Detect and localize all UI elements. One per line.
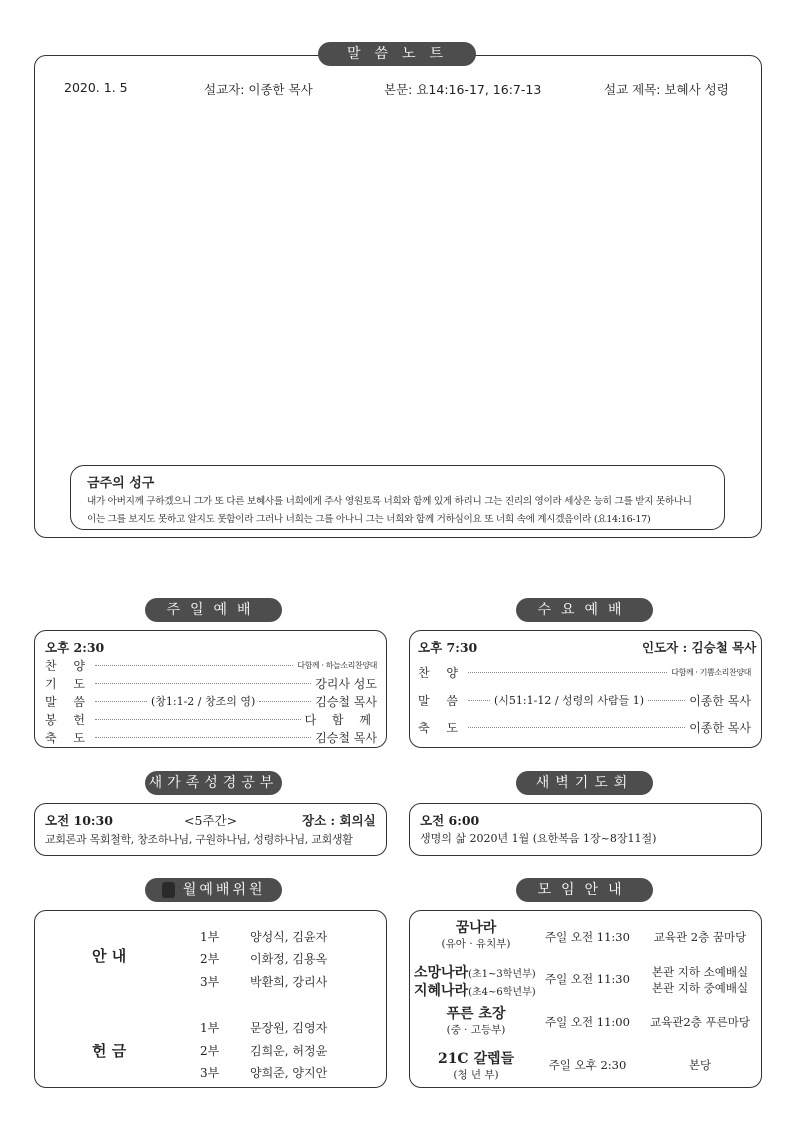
committee-part: 1부 (200, 1021, 220, 1035)
wednesday-row: 말 씀 (시51:1-12 / 성령의 사람들 1) 이종한 목사 (418, 693, 751, 708)
committee-part: 2부 (200, 1044, 220, 1058)
meeting-sub: (청 년 부) (453, 1069, 499, 1081)
dawn-prayer-text: 생명의 삶 2020년 1월 (요한복음 1장~8장11절) (420, 832, 657, 845)
committee-role: 안 내 (92, 947, 127, 965)
family-study-period: <5주간> (184, 813, 238, 828)
wednesday-row: 축 도 이종한 목사 (418, 720, 751, 735)
meeting-place: 본관 지하 소예배실 (651, 965, 749, 979)
committee-names: 이화정, 김용옥 (250, 952, 328, 966)
meeting-place: 교육관 2층 꿈마당 (653, 930, 747, 944)
committee-part: 3부 (200, 1066, 220, 1080)
committee-names: 문장원, 김영자 (250, 1021, 328, 1035)
sunday-row: 말 씀 (창1:1-2 / 창조의 영) 김승철 목사 (45, 694, 378, 709)
wednesday-row-value: 이종한 목사 (689, 693, 751, 708)
committee-title (145, 878, 282, 902)
weekly-verse-line: 내가 아버지께 구하겠으니 그가 또 다른 보혜사를 너희에게 주사 영원토록 너희와 함께 있게 하리니 그는 진리의 영이라 세상은 능히 그를 받지 못하나니 (87, 496, 692, 507)
committee-names: 양성식, 김윤자 (250, 930, 328, 944)
meeting-name-text: 소망나라 (414, 965, 469, 981)
committee-part: 3부 (200, 975, 220, 989)
meeting-name: 21C 갈렙들 (437, 1051, 515, 1067)
meeting-place: 교육관2층 푸른마당 (650, 1015, 750, 1029)
family-study-time: 오전 10:30 (45, 813, 113, 828)
sunday-row: 찬 양 다함께 · 하늘소리찬양대 (45, 658, 377, 673)
meeting-time: 주일 오전 11:30 (545, 930, 630, 944)
wednesday-row-value: 이종한 목사 (689, 720, 751, 735)
wednesday-worship-title: 수요예배 (516, 598, 653, 622)
meeting-time: 주일 오전 11:30 (545, 972, 630, 986)
committee-names: 양희준, 양지안 (250, 1066, 328, 1080)
committee-part: 2부 (200, 952, 220, 966)
family-study-topics: 교회론과 목회철학, 창조하나님, 구원하나님, 성령하나님, 교회생활 (45, 833, 353, 846)
sunday-row: 기 도 강리사 성도 (45, 676, 377, 691)
dawn-prayer-time: 오전 6:00 (420, 813, 480, 828)
sunday-worship-time: 오후 2:30 (45, 640, 105, 655)
meeting-place: 본관 지하 중예배실 (651, 981, 749, 995)
wednesday-row-detail: (시51:1-12 / 성령의 사람들 1) (494, 694, 645, 707)
sermon-scripture: 본문: 요14:16-17, 16:7-13 (384, 82, 542, 97)
committee-month: 1 (162, 882, 175, 898)
sunday-row-value: 김승철 목사 (315, 730, 377, 745)
weekly-verse-title: 금주의 성구 (87, 476, 155, 491)
meeting-name: 꿈나라 (455, 920, 497, 936)
committee-names: 박환희, 강리사 (250, 975, 328, 989)
sermon-title: 설교 제목: 보혜사 성령 (604, 82, 729, 97)
family-study-place: 장소 : 회의실 (302, 813, 376, 828)
sermon-preacher: 설교자: 이종한 목사 (204, 82, 313, 97)
meeting-name-text: 지혜나라 (414, 983, 469, 999)
dawn-prayer-title: 새벽기도회 (516, 771, 653, 795)
meeting-name (414, 962, 538, 982)
sunday-row-value: 김승철 목사 (315, 694, 378, 709)
sunday-row-value: 강리사 성도 (315, 676, 377, 691)
meeting-name (414, 980, 538, 1000)
committee-names: 김희운, 허정윤 (250, 1044, 328, 1058)
weekly-verse-line: 이는 그를 보지도 못하고 알지도 못함이라 그러나 너희는 그를 아나니 그는 너희와 함께 거하심이요 또 너희 속에 계시겠음이라 (요14:16-17) (87, 514, 651, 525)
wednesday-row-value: 다함께 · 기쁨소리찬양대 (671, 667, 751, 677)
wednesday-worship-time: 오후 7:30 (418, 640, 478, 655)
sunday-row-value: 다함께 · 하늘소리찬양대 (297, 660, 377, 670)
wednesday-worship-leader: 인도자 : 김승철 목사 (642, 640, 757, 655)
meeting-sub: (유아 · 유치부) (441, 938, 511, 950)
meeting-time: 주일 오전 11:00 (545, 1015, 630, 1029)
sunday-row: 축 도 김승철 목사 (45, 730, 377, 745)
meetings-title: 모임안내 (516, 878, 653, 902)
meeting-name: 푸른 초장 (446, 1006, 506, 1022)
committee-part: 1부 (200, 930, 220, 944)
meeting-place: 본당 (688, 1058, 712, 1072)
sunday-worship-title: 주일예배 (145, 598, 282, 622)
meeting-sub: (초1~3학년부) (468, 969, 536, 980)
sunday-row: 봉 헌 다 함 께 (45, 712, 377, 727)
committee-role: 헌 금 (92, 1042, 127, 1060)
sermon-note-title: 말씀노트 (318, 42, 476, 66)
weekly-verse-box (70, 465, 725, 530)
family-study-title: 새가족성경공부 (145, 771, 282, 795)
meeting-time: 주일 오후 2:30 (548, 1058, 627, 1072)
sunday-row-detail: (창1:1-2 / 창조의 영) (150, 695, 256, 708)
meeting-sub: (중 · 고등부) (446, 1024, 506, 1036)
committee-title-rest: 월예배위원 (182, 882, 266, 898)
sunday-row-value: 다 함 께 (304, 712, 377, 727)
wednesday-row: 찬 양 다함께 · 기쁨소리찬양대 (418, 665, 751, 680)
sermon-date: 2020. 1. 5 (64, 80, 128, 95)
meeting-sub: (초4~6학년부) (468, 987, 536, 998)
